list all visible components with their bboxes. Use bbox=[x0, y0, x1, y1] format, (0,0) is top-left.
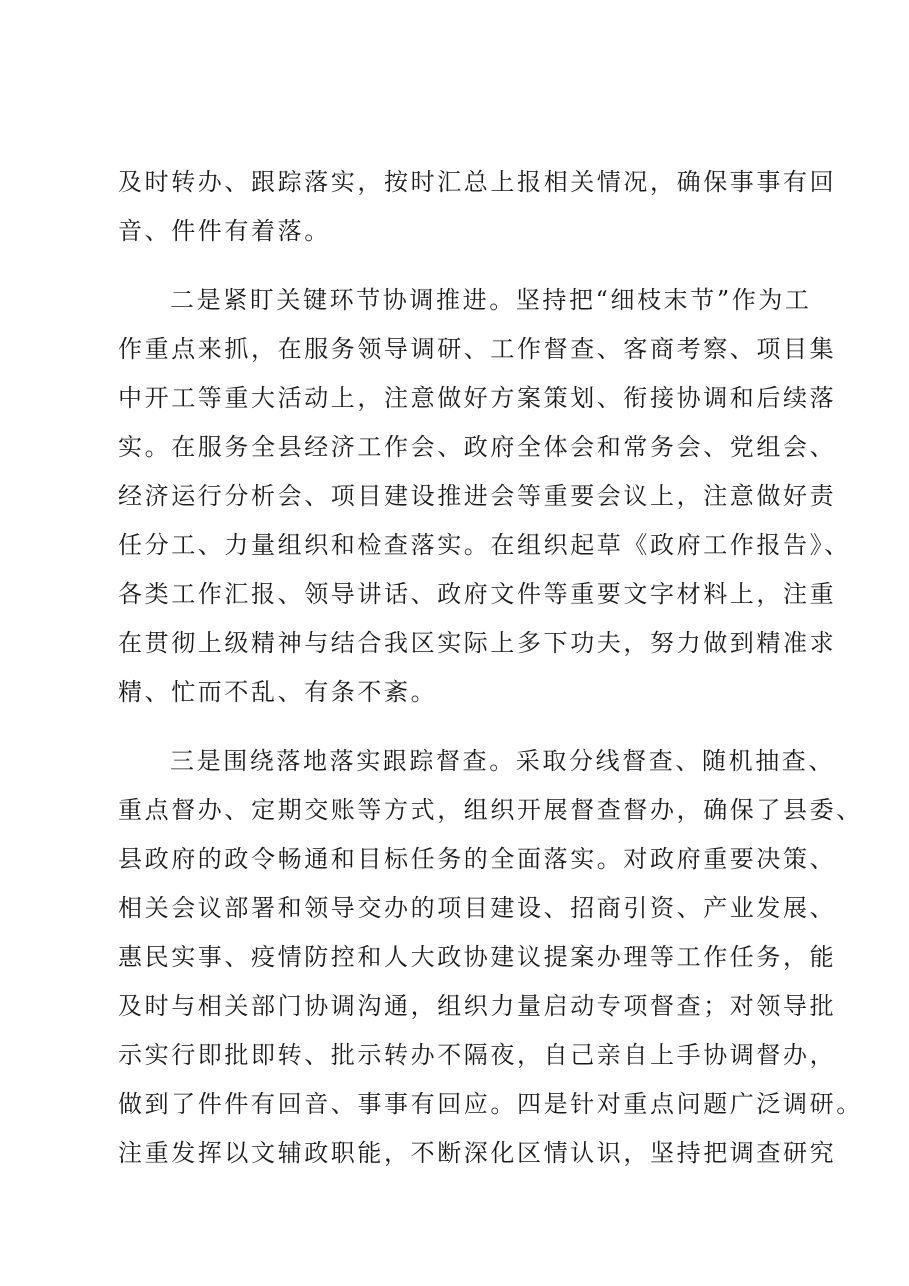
text-line: 三是围绕落地落实跟踪督查。采取分线督查、随机抽查、 bbox=[170, 747, 835, 775]
text-line: 示实行即批即转、批示转办不隔夜，自己亲自上手协调督办， bbox=[118, 1041, 837, 1069]
text-line: 惠民实事、疫情防控和人大政协建议提案办理等工作任务，能 bbox=[118, 943, 837, 971]
text-line: 及时与相关部门协调沟通，组织力量启动专项督查；对领导批 bbox=[118, 992, 837, 1020]
text-line: 注重发挥以文辅政职能，不断深化区情认识，坚持把调查研究 bbox=[118, 1139, 837, 1167]
text-line: 县政府的政令畅通和目标任务的全面落实。对政府重要决策、 bbox=[118, 845, 837, 873]
text-line: 及时转办、跟踪落实，按时汇总上报相关情况，确保事事有回 bbox=[118, 168, 837, 196]
text-line: 各类工作汇报、领导讲话、政府文件等重要文字材料上，注重 bbox=[118, 580, 837, 608]
text-line: 中开工等重大活动上，注意做好方案策划、衔接协调和后续落 bbox=[118, 384, 837, 412]
text-line: 音、件件有着落。 bbox=[118, 217, 331, 245]
text-line: 相关会议部署和领导交办的项目建设、招商引资、产业发展、 bbox=[118, 894, 837, 922]
text-line: 精、忙而不乱、有条不紊。 bbox=[118, 678, 438, 706]
text-line: 经济运行分析会、项目建设推进会等重要会议上，注意做好责 bbox=[118, 482, 837, 510]
text-line: 重点督办、定期交账等方式，组织开展督查督办，确保了县委、 bbox=[118, 796, 863, 824]
text-line: 做到了件件有回音、事事有回应。四是针对重点问题广泛调研。 bbox=[118, 1090, 863, 1118]
text-line: 作重点来抓，在服务领导调研、工作督查、客商考察、项目集 bbox=[118, 335, 837, 363]
text-line: 在贯彻上级精神与结合我区实际上多下功夫，努力做到精准求 bbox=[118, 629, 837, 657]
text-line: 实。在服务全县经济工作会、政府全体会和常务会、党组会、 bbox=[118, 433, 837, 461]
text-line: 二是紧盯关键环节协调推进。坚持把“细枝末节”作为工 bbox=[170, 286, 812, 314]
text-line: 任分工、力量组织和检查落实。在组织起草《政府工作报告》、 bbox=[118, 531, 851, 559]
